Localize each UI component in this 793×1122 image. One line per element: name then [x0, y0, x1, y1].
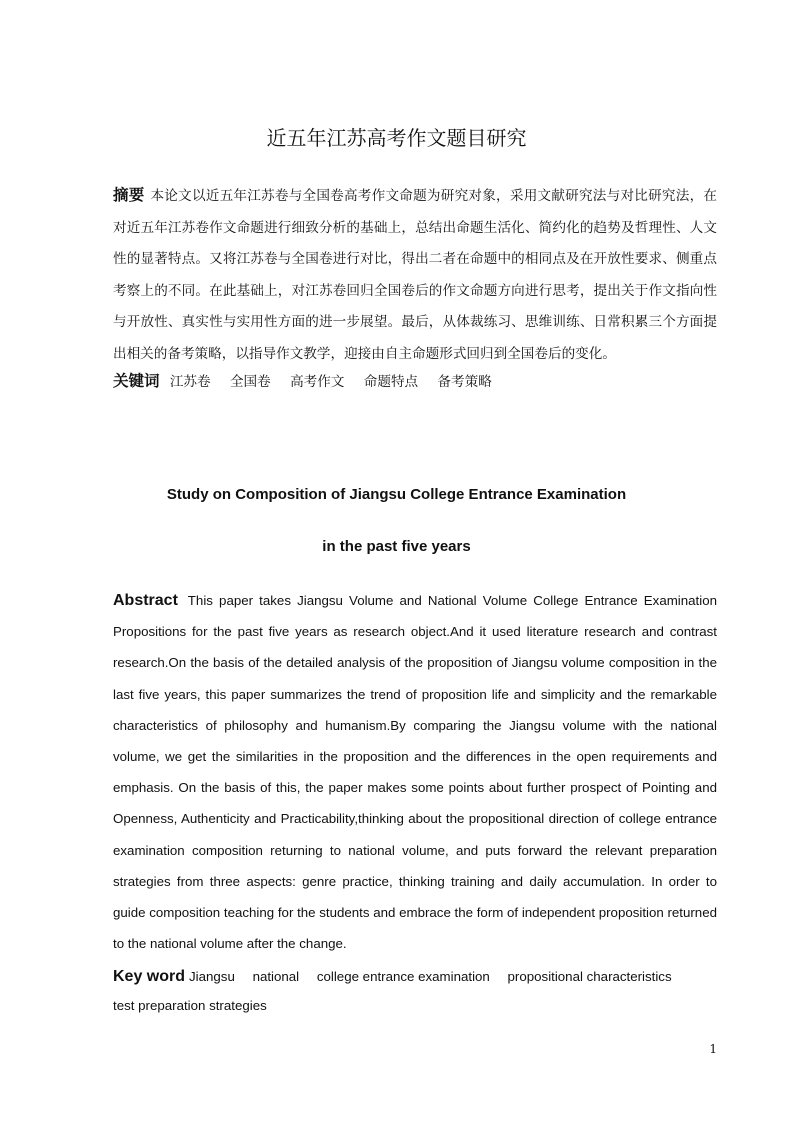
chinese-abstract-text: 本论文以近五年江苏卷与全国卷高考作文命题为研究对象，采用文献研究法与对比研究法，在对近五年江苏卷作文命题进行细致分析的基础上，总结出命题生活化、简约化的趋势及哲理性、人文性的显著特点。又将江苏卷与全国卷进行对比，得出二者在命题中的相同点及在开放性要求、侧重点考察上的不同。在此基础上，对江苏卷回归全国卷后的作文命题方向进行思考，提出关于作文指向性与开放性、真实性与实用性方面的进一步展望。最后，从体裁练习、思维训练、日常积累三个方面提出相关的备考策略，以指导作文教学，迎接由自主命题形式回归到全国卷后的变化。 [113, 188, 717, 362]
chinese-abstract [113, 180, 717, 370]
chinese-keywords-label: 关键词 [113, 372, 160, 390]
english-abstract-label: Abstract [113, 592, 178, 609]
english-abstract [113, 585, 717, 959]
english-keywords-label: Key word [113, 968, 186, 985]
english-keyword: propositional characteristics [507, 969, 672, 984]
chinese-keyword: 江苏卷 [169, 374, 211, 390]
chinese-keyword: 备考策略 [437, 374, 492, 390]
english-title-line-1: Study on Composition of Jiangsu College Entrance Examination [166, 486, 627, 503]
english-keyword: college entrance examination [316, 969, 490, 984]
english-keyword: national [252, 969, 300, 984]
chinese-abstract-label: 摘要 [113, 186, 145, 204]
chinese-keyword: 高考作文 [290, 374, 345, 390]
chinese-keyword: 命题特点 [363, 374, 419, 390]
english-keywords [113, 962, 733, 1020]
chinese-keyword: 全国卷 [229, 374, 271, 390]
english-keyword: test preparation strategies [113, 998, 267, 1013]
english-keyword: Jiangsu [189, 969, 235, 984]
chinese-title: 近五年江苏高考作文题目研究 [266, 126, 527, 150]
chinese-keywords [113, 370, 717, 393]
english-abstract-text: This paper takes Jiangsu Volume and National Volume College Entrance Examination Propositions for the past five years as research object.And it used literature research and contrast research.On the basis of the detailed analysis of the proposition of Jiangsu volume composition in the last five years, this paper summarizes the trend of proposition life and simplicity and the remarkable characteristics of philosophy and humanism.By comparing the Jiangsu volume with the national volume, we get the similarities in the proposition and the differences in the open requirements and emphasis. On the basis of this, the paper makes some points about further prospect of Pointing and Openness, Authenticity and Practicability,thinking about the propositional direction of college entrance examination composition returning to national volume, and puts forward the relevant preparation strategies from three aspects: genre practice, thinking training and daily accumulation. In order to guide composition teaching for the students and embrace the form of independent proposition returned to the national volume after the change. [113, 593, 717, 952]
english-title-line-2: in the past five years [322, 538, 471, 555]
page-number: 1 [709, 1042, 717, 1056]
